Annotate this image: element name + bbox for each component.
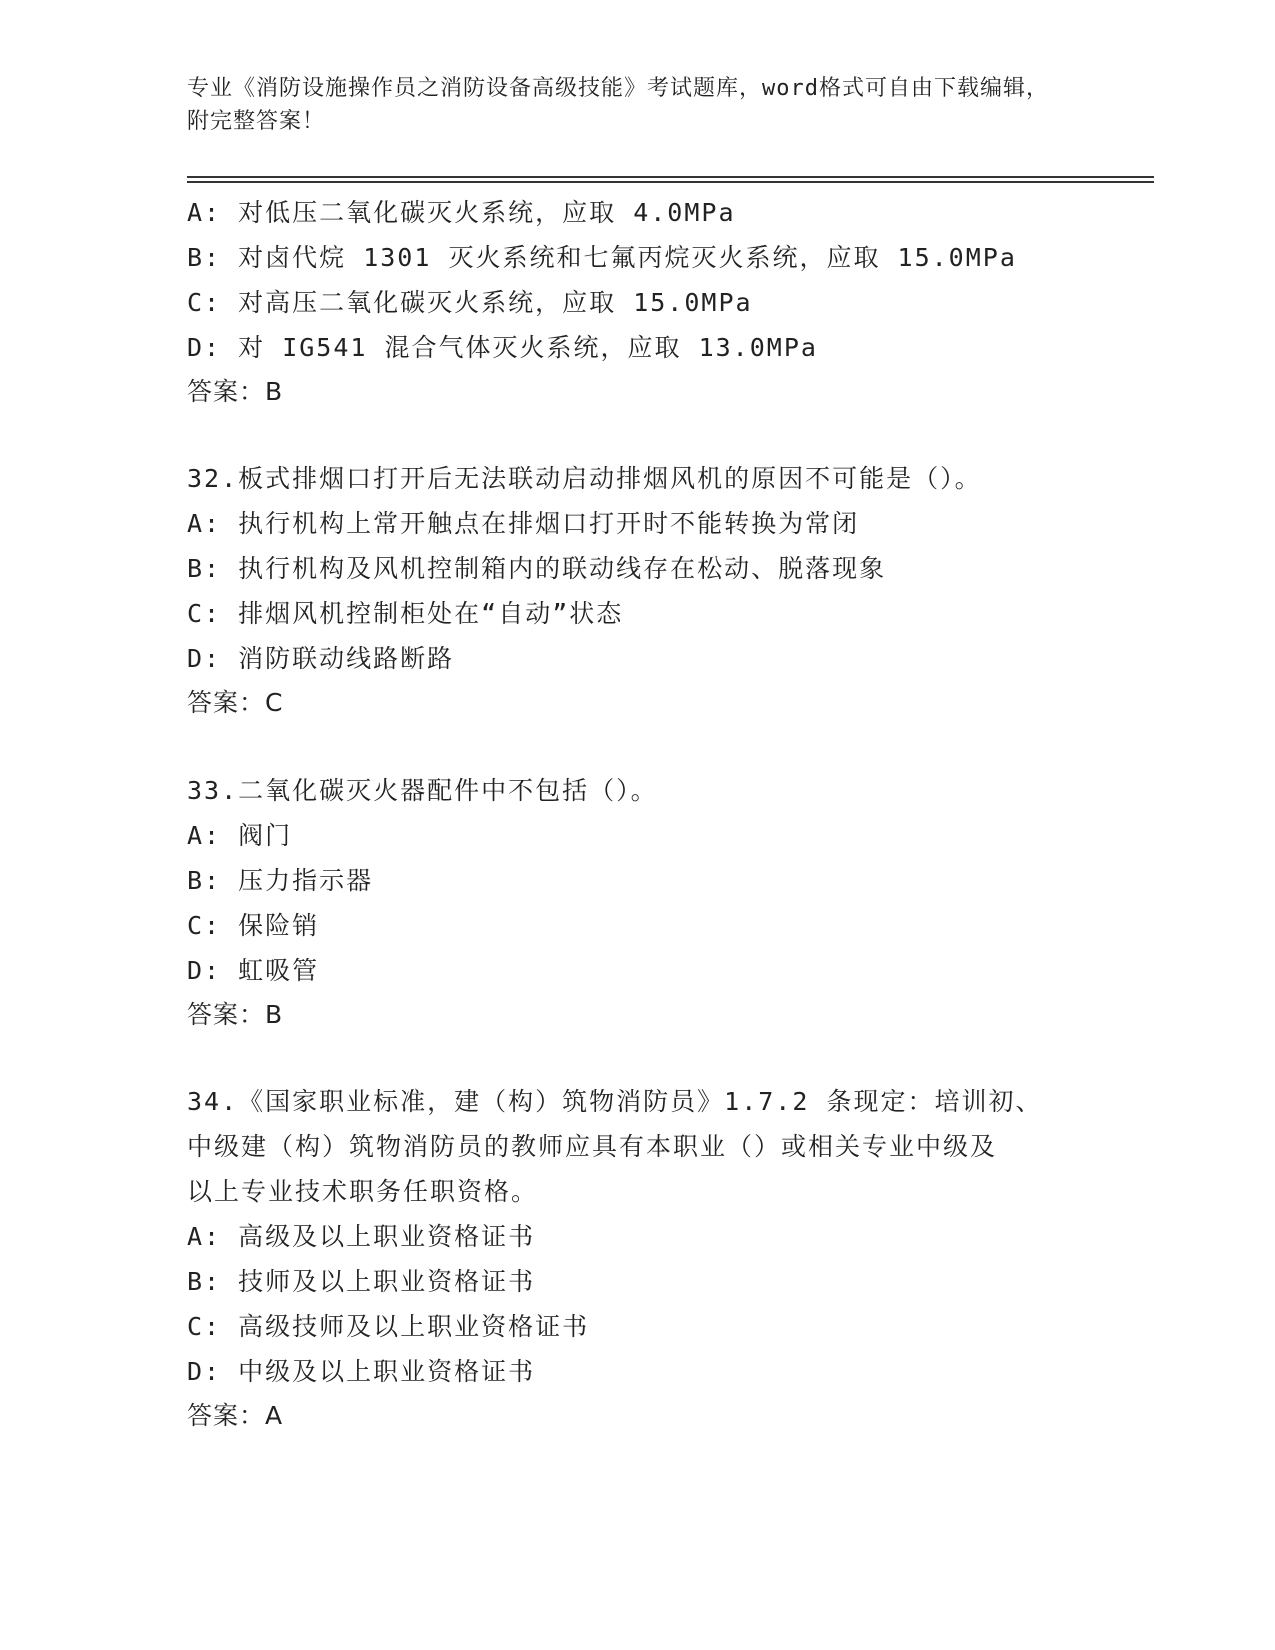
q32-option-d: D: 消防联动线路断路 (187, 644, 455, 673)
q33-stem: 33.二氧化碳灭火器配件中不包括（）。 (187, 776, 658, 805)
document-header: 专业《消防设施操作员之消防设备高级技能》考试题库，word格式可自由下载编辑，附完整答案！ (187, 76, 1049, 134)
q34-answer: 答案：A (187, 1401, 284, 1430)
header-rule-top (187, 176, 1154, 178)
q34-option-a: A: 高级及以上职业资格证书 (187, 1222, 536, 1251)
q31-option-c: C: 对高压二氧化碳灭火系统，应取 15.0MPa (187, 288, 753, 317)
header-rule-bottom (187, 181, 1154, 183)
q34-stem-line-2: 中级建（构）筑物消防员的教师应具有本职业（）或相关专业中级及 (187, 1132, 998, 1161)
q33-option-a: A: 阀门 (187, 821, 293, 850)
q31-option-a: A: 对低压二氧化碳灭火系统，应取 4.0MPa (187, 198, 736, 227)
q31-option-b: B: 对卤代烷 1301 灭火系统和七氟丙烷灭火系统，应取 15.0MPa (187, 243, 1017, 272)
q31-option-d: D: 对 IG541 混合气体灭火系统，应取 13.0MPa (187, 333, 818, 362)
q33-option-b: B: 压力指示器 (187, 866, 374, 895)
q34-option-c: C: 高级技师及以上职业资格证书 (187, 1312, 590, 1341)
q32-stem: 32.板式排烟口打开后无法联动启动排烟风机的原因不可能是（）。 (187, 464, 982, 493)
q34-stem-line-1: 34.《国家职业标准，建（构）筑物消防员》1.7.2 条现定：培训初、 (187, 1087, 1043, 1116)
q31-answer: 答案：B (187, 377, 284, 406)
q34-stem-line-3: 以上专业技术职务任职资格。 (187, 1177, 539, 1206)
q32-option-b: B: 执行机构及风机控制箱内的联动线存在松动、脱落现象 (187, 554, 887, 583)
q33-option-d: D: 虹吸管 (187, 956, 320, 985)
q34-option-d: D: 中级及以上职业资格证书 (187, 1357, 536, 1386)
q32-option-a: A: 执行机构上常开触点在排烟口打开时不能转换为常闭 (187, 509, 860, 538)
q33-answer: 答案：B (187, 1000, 284, 1029)
q33-option-c: C: 保险销 (187, 911, 320, 940)
q32-option-c: C: 排烟风机控制柜处在“自动”状态 (187, 599, 624, 628)
q32-answer: 答案：C (187, 688, 284, 717)
q34-option-b: B: 技师及以上职业资格证书 (187, 1267, 536, 1296)
